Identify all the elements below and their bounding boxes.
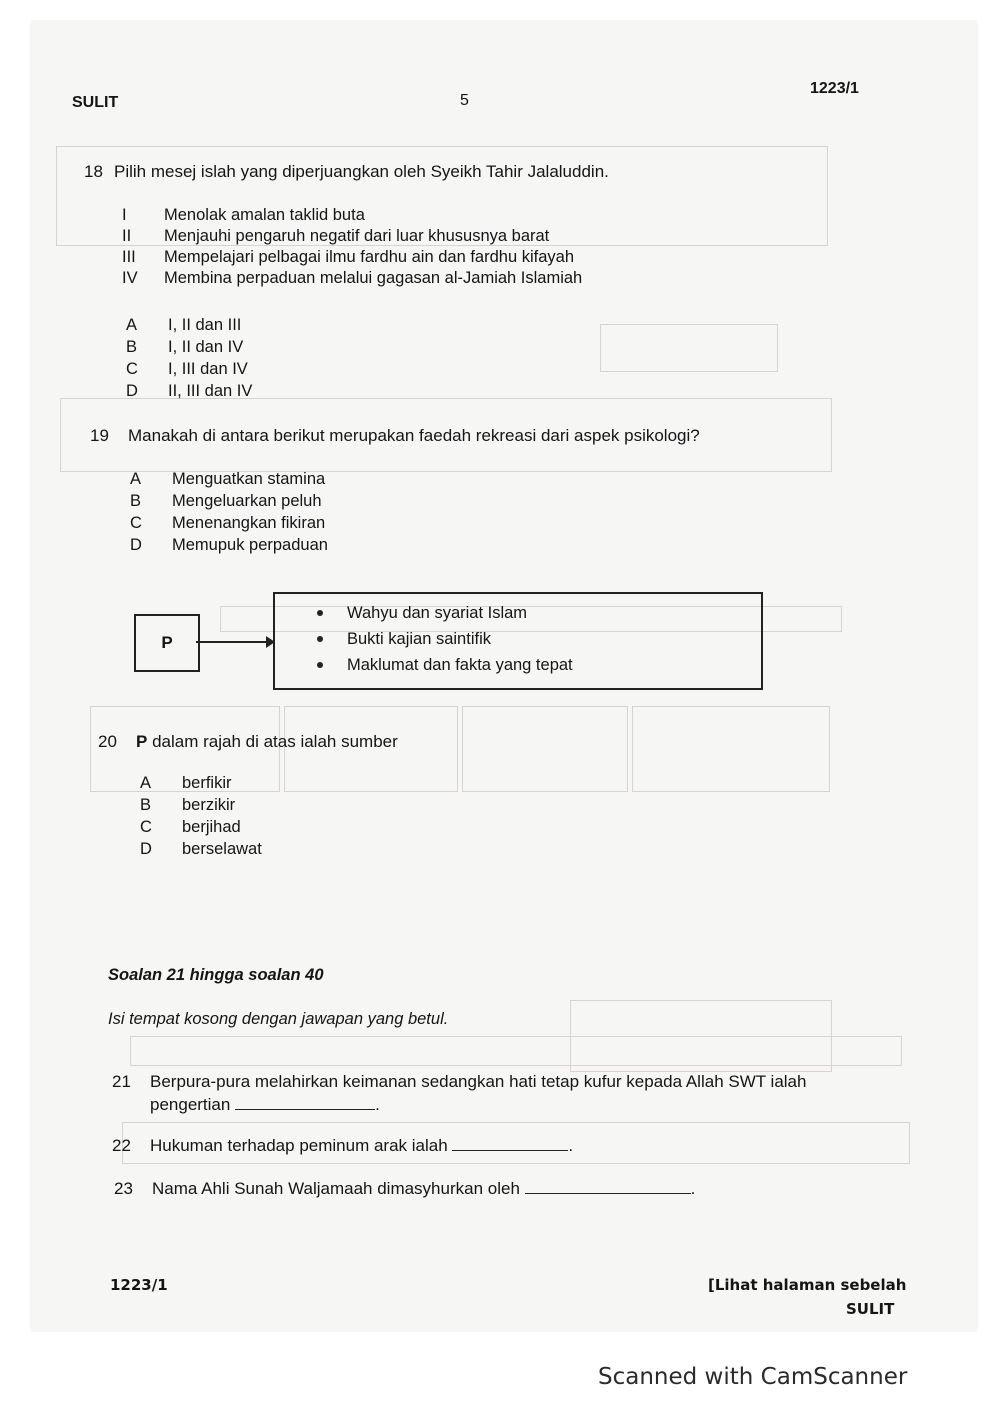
question-number: 18 bbox=[84, 162, 103, 181]
section-instruction: Isi tempat kosong dengan jawapan yang betul. bbox=[108, 1010, 449, 1028]
question-number: 21 bbox=[112, 1072, 131, 1091]
footer-right-sulit: SULIT bbox=[846, 1300, 895, 1318]
statement-ii bbox=[122, 227, 549, 246]
period: . bbox=[375, 1095, 380, 1114]
question-text: pengertian bbox=[150, 1095, 231, 1114]
option-key: C bbox=[130, 514, 142, 532]
option-a[interactable] bbox=[126, 316, 241, 335]
question-text: Pilih mesej islah yang diperjuangkan oleh Syeikh Tahir Jalaluddin. bbox=[114, 162, 609, 181]
diagram-bullet-text: Bukti kajian saintifik bbox=[347, 630, 491, 648]
footer-left: 1223/1 bbox=[110, 1276, 168, 1294]
diagram-bullet bbox=[347, 600, 761, 626]
question-number: 22 bbox=[112, 1136, 131, 1155]
option-d[interactable] bbox=[126, 382, 252, 401]
diagram-arrow bbox=[196, 641, 268, 643]
question-23 bbox=[114, 1179, 695, 1199]
diagram-p-box: P bbox=[134, 614, 200, 672]
option-key: B bbox=[130, 492, 142, 510]
option-text: berzikir bbox=[182, 796, 236, 814]
ghost-box bbox=[600, 324, 778, 372]
option-key: D bbox=[140, 840, 152, 858]
option-b[interactable] bbox=[126, 338, 243, 357]
question-21 bbox=[112, 1072, 806, 1092]
answer-blank[interactable] bbox=[525, 1179, 691, 1194]
option-c[interactable] bbox=[130, 514, 325, 533]
option-text: Mengeluarkan peluh bbox=[172, 492, 322, 510]
option-text: berfikir bbox=[182, 774, 232, 792]
statement-roman: III bbox=[122, 248, 136, 266]
bullet-icon bbox=[317, 636, 323, 642]
option-d[interactable] bbox=[140, 840, 262, 859]
answer-blank[interactable] bbox=[452, 1136, 568, 1151]
header-left: SULIT bbox=[72, 94, 119, 111]
period: . bbox=[568, 1136, 574, 1155]
question-text: Nama Ahli Sunah Waljamaah dimasyhurkan oleh bbox=[152, 1179, 520, 1198]
diagram-bullet bbox=[347, 652, 761, 678]
page-number: 5 bbox=[460, 92, 469, 109]
option-text: Menenangkan fikiran bbox=[172, 514, 326, 532]
question-19 bbox=[90, 426, 700, 446]
question-text: Manakah di antara berikut merupakan faedah rekreasi dari aspek psikologi? bbox=[128, 426, 700, 445]
option-b[interactable] bbox=[130, 492, 322, 511]
option-a[interactable] bbox=[140, 774, 232, 793]
ghost-box bbox=[632, 706, 830, 792]
question-text: Hukuman terhadap peminum arak ialah bbox=[150, 1136, 448, 1155]
question-text: Berpura-pura melahirkan keimanan sedangkan hati tetap kufur kepada Allah SWT ialah bbox=[150, 1072, 807, 1091]
diagram-source-box bbox=[273, 592, 763, 690]
statement-text: Membina perpaduan melalui gagasan al-Jamiah Islamiah bbox=[164, 269, 583, 287]
option-text: I, III dan IV bbox=[168, 360, 248, 378]
ghost-box bbox=[462, 706, 628, 792]
option-text: II, III dan IV bbox=[168, 382, 253, 400]
bullet-icon bbox=[317, 662, 323, 668]
option-b[interactable] bbox=[140, 796, 235, 815]
diagram-bullet-text: Wahyu dan syariat Islam bbox=[347, 604, 528, 622]
option-key: B bbox=[126, 338, 138, 356]
option-key: A bbox=[126, 316, 138, 334]
footer-right: [Lihat halaman sebelah bbox=[708, 1276, 907, 1294]
option-key: C bbox=[140, 818, 152, 836]
diagram-bullet-text: Maklumat dan fakta yang tepat bbox=[347, 656, 573, 674]
option-key: C bbox=[126, 360, 138, 378]
question-number: 23 bbox=[114, 1179, 133, 1198]
answer-blank[interactable] bbox=[235, 1095, 375, 1110]
statement-roman: II bbox=[122, 227, 132, 245]
diagram-bullet bbox=[347, 626, 761, 652]
option-text: I, II dan IV bbox=[168, 338, 244, 356]
option-text: berselawat bbox=[182, 840, 262, 858]
option-key: A bbox=[140, 774, 152, 792]
statement-text: Menolak amalan taklid buta bbox=[164, 206, 365, 224]
header-right: 1223/1 bbox=[810, 80, 859, 97]
option-text: Menguatkan stamina bbox=[172, 470, 326, 488]
statement-i bbox=[122, 206, 365, 225]
option-key: B bbox=[140, 796, 152, 814]
ghost-box bbox=[130, 1036, 902, 1066]
question-number: 20 bbox=[98, 732, 117, 751]
question-22 bbox=[112, 1136, 573, 1156]
period: . bbox=[690, 1179, 696, 1198]
question-18 bbox=[84, 162, 609, 182]
statement-roman: IV bbox=[122, 269, 138, 287]
option-key: D bbox=[126, 382, 138, 400]
option-text: Memupuk perpaduan bbox=[172, 536, 328, 554]
section-title: Soalan 21 hingga soalan 40 bbox=[108, 966, 324, 984]
option-d[interactable] bbox=[130, 536, 328, 555]
option-key: A bbox=[130, 470, 142, 488]
statement-iv bbox=[122, 269, 582, 288]
option-key: D bbox=[130, 536, 142, 554]
statement-iii bbox=[122, 248, 574, 267]
question-number: 19 bbox=[90, 426, 109, 445]
option-c[interactable] bbox=[126, 360, 248, 379]
camscanner-watermark: Scanned with CamScanner bbox=[598, 1364, 908, 1390]
statement-text: Mempelajari pelbagai ilmu fardhu ain dan fardhu kifayah bbox=[164, 248, 574, 266]
option-text: I, II dan III bbox=[168, 316, 242, 334]
bullet-icon bbox=[317, 610, 323, 616]
question-bold-term: P bbox=[136, 732, 148, 751]
question-20 bbox=[98, 732, 398, 752]
question-21-line2 bbox=[150, 1095, 380, 1115]
diagram-bullet-list bbox=[275, 594, 761, 678]
option-a[interactable] bbox=[130, 470, 325, 489]
statement-text: Menjauhi pengaruh negatif dari luar khususnya barat bbox=[164, 227, 550, 245]
option-c[interactable] bbox=[140, 818, 241, 837]
statement-roman: I bbox=[122, 206, 127, 224]
option-text: berjihad bbox=[182, 818, 241, 836]
question-text: dalam rajah di atas ialah sumber bbox=[152, 732, 398, 751]
